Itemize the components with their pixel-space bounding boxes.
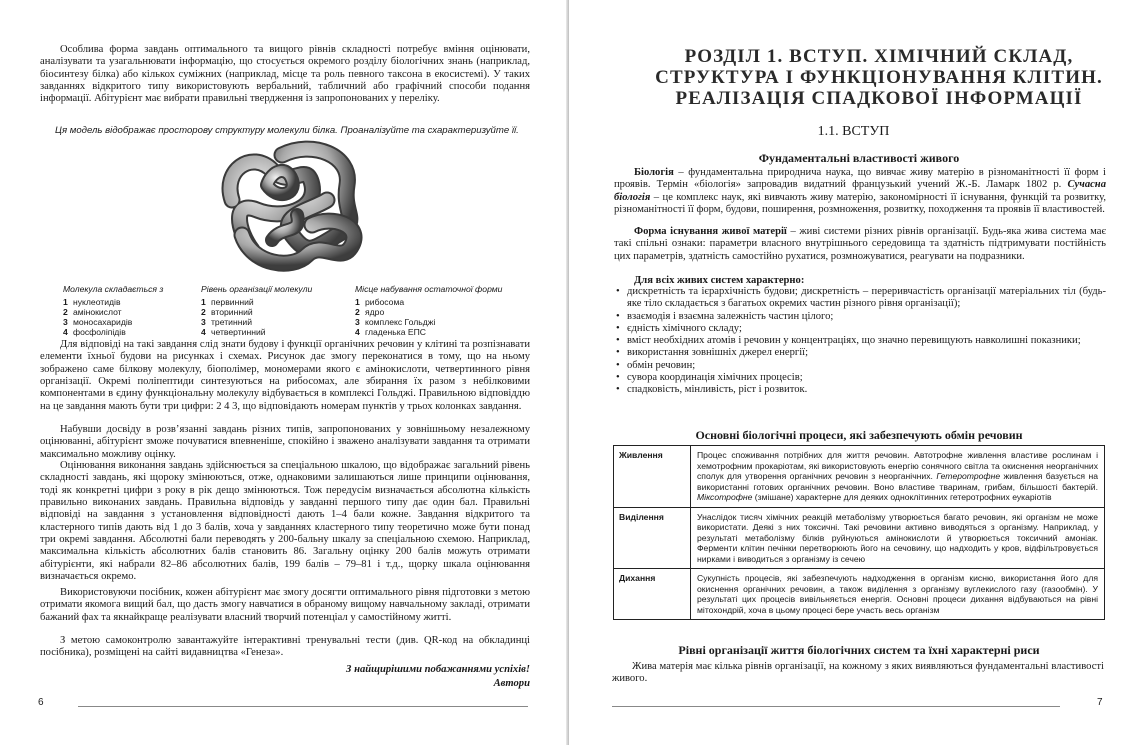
usage-paragraph: Використовуючи посібник, кожен абітурієнт має змогу досягти оптимального рівня підготовки з метою отримати якомога вищий бал, що дасть змогу навчатися в обраному вищому навчальному закладі, отримати бажаний фах та якнайкраще реалізувати власний творчий потенціал у самостійному житті. (40, 587, 530, 623)
heading-fundamental-properties: Фундаментальні властивості живого (758, 151, 960, 165)
self-control-paragraph: З метою самоконтролю завантажуйте інтерактивні тренувальні тести (див. QR-код на обкладинці посібника), розміщені на сайті видавництва «Генеза». (40, 635, 530, 659)
footer-rule (78, 706, 528, 707)
table-row (614, 507, 1105, 569)
legend-heading: Рівень організації молекули (201, 284, 313, 294)
list-item: • сувора координація хімічних процесів; (616, 372, 1106, 384)
metabolism-processes-table (613, 445, 1105, 620)
process-name: Дихання (614, 569, 691, 620)
legend-item: 4 фосфоліпідів (63, 327, 126, 337)
legend-item: 2 амінокислот (63, 307, 122, 317)
legend-item: 3 третинний (201, 317, 253, 327)
properties-bullet-list (616, 286, 1106, 397)
page-number-right: 7 (1097, 697, 1103, 708)
process-description: Процес споживання потрібних для життя речовин. Автотрофне живлення властиве рослинам і хемотрофним прокаріотам, які використовують енергію сонячного світла та окиснення неорганічних сполук для утворення органічних речовин з неорганічних. Гетеротрофне живлення базується на використанні готових органічних речовин. Воно властиве тваринам, грибам, більшості бактерій. Міксотрофне (змішане) характерне для деяких одноклітинних гетеротрофних еукаріотів (691, 446, 1105, 508)
all-systems-lead: Для всіх живих систем характерно: (634, 275, 805, 286)
process-name: Живлення (614, 446, 691, 508)
wish-line: З найщирішими побажаннями успіхів! (346, 664, 530, 675)
answer-explanation-paragraph: Для відповіді на такі завдання слід знати будову і функції органічних речовин у клітині та розпізнавати елементи їхньої будови на рисунках і схемах. Рисунок дає змогу переконатися в тому, що на ньому зображено саме білкову молекулу, біополімер, мономерами якого є амінокислоти, четвертинного рівня організації. Окремі поліпептиди синтезуються на рибосомах, але збирання їх разом з небілковими компонентами в єдину функціональну молекулу відбувається в комплексі Гольджі. Правильною відповіддю на це завдання мають бути три цифри: 2 4 3, що відповідають номерам пунктів у трьох колонках завдання. (40, 339, 530, 412)
list-item: • єдність хімічного складу; (616, 323, 1106, 335)
legend-item: 4 четвертинний (201, 327, 266, 337)
legend-column-level (201, 284, 351, 337)
legend-item: 4 гладенька ЕПС (355, 327, 426, 337)
footer-rule (612, 706, 1060, 707)
legend-column-place (355, 284, 525, 337)
legend-heading: Місце набування остаточної форми (355, 284, 503, 294)
legend-item: 1 нуклеотидів (63, 297, 121, 307)
legend-column-composition (63, 284, 203, 337)
list-item: • дискретність та ієрархічність будови; дискретність – переривчастість організації матеріальних тіл (будь-яке тіло складається з багатьох окремих частин різного рівня організації); (616, 286, 1106, 311)
experience-paragraph: Набувши досвіду в розв’язанні завдань різних типів, запропонованих у зовнішньому незалежному оцінюванні, абітурієнт зможе почуватися впевненіше, спокійно і зважено аналізувати завдання та отримати максимально можливу оцінку. (40, 424, 530, 460)
chapter-title: РОЗДІЛ 1. ВСТУП. ХІМІЧНИЙ СКЛАД, СТРУКТУРА І ФУНКЦІОНУВАННЯ КЛІТИН. РЕАЛІЗАЦІЯ СПАДКОВОЇ ІНФОРМАЦІЇ (655, 46, 1103, 109)
legend-item: 1 рибосома (355, 297, 405, 307)
process-name: Виділення (614, 507, 691, 569)
term-biology: Біологія (634, 167, 674, 178)
list-item: • взаємодія і взаємна залежність частин цілого; (616, 311, 1106, 323)
process-description: Унаслідок тисяч хімічних реакцій метаболізму утворюється багато речовин, які організм не може використати. Деякі з них токсичні. Такі речовини активно виводяться з організму. Наприклад, у результаті метаболізму білків руйнуються амінокислоти й утворюється токсичний амоніак. Ферменти клітин печінки перетворюють його на сечовину, що надходить у кров, відфільтровується нирками і виводиться з організму із сечею (691, 507, 1105, 569)
legend-item: 1 первинний (201, 297, 254, 307)
scoring-paragraph: Оцінювання виконання завдань здійснюється за спеціальною шкалою, що відображає загальний рівень складності завдань, які щороку змінюються, отже, однаковими залишаються лише принципи оцінювання, тоді як конкретні цифри з року в рік дещо змінюються. Тож передусім визначається абсолютна кількість правильно виконаних завдань. Правильна відповідь у завданні першого типу дає один бал. Правильні відповіді на завдання з установлення відповідності дають 1–4 бали кожне. Завдання відкритого та кластерного типів дають від 1 до 3 балів, хоча у завданнях кластерного типу теоретично може бути понад три окремі завдання. Абсолютні бали переводять у 200-бальну шкалу за спеціальною схемою. Наприклад, максимальна кількість абсолютних балів становить 86. Загальну оцінку 200 балів можуть отримати абітурієнти, які набрали 82–86 абсолютних балів, 199 балів – 79–81 і т.д., щорку шкала оцінювання визначається окремо. (40, 460, 530, 583)
list-item: • обмін речовин; (616, 360, 1106, 372)
list-item: • спадковість, мінливість, ріст і розвиток. (616, 384, 1106, 396)
list-item: • вміст необхідних атомів і речовин у концентраціях, що значно перевищують навколишні показники; (616, 335, 1106, 347)
term-modern-biology: Сучасна біологія (614, 179, 1106, 203)
legend-item: 3 моносахаридів (63, 317, 133, 327)
intro-paragraph: Особлива форма завдань оптимального та вищого рівнів складності потребує вміння оцінювати, аналізувати та узагальнювати інформацію, що стосується окремого розділу біологічних знань (наприклад, біосинтезу білка) або кількох суміжних (наприклад, місце та роль певного таксона в екосистемі). У таких завданнях відкритого типу використовують вербальний, табличний або графічний способи подання інформації. Абітурієнт має вибрати правильні твердження із запропонованих у переліку. (40, 44, 530, 105)
heading-metabolism-processes: Основні біологічні процеси, які забезпечують обмін речовин (695, 428, 1023, 442)
process-description: Сукупність процесів, які забезпечують надходження в організм кисню, використання його для окиснення органічних речовин, а також виділення з організму вуглекислого газу (газообмін). У результаті цих процесів вивільняється енергія. Основні процеси дихання відбуваються на рівні мітохондрій, хоча в цьому процесі бере участь весь організм (691, 569, 1105, 620)
legend-item: 3 комплекс Гольджі (355, 317, 436, 327)
forms-paragraph: Форма існування живої матерії – живі системи різних рівнів організації. Будь-яка жива система має такі спільні ознаки: параметри власного внутрішнього середовища та здатність підтримувати постійність цих параметрів, здатність самостійно рухатися, розмножуватися, реагувати на подразники. (614, 226, 1106, 262)
authors-signature: Автори (493, 678, 530, 689)
legend-heading: Молекула складається з (63, 284, 164, 294)
page-number-left: 6 (38, 697, 44, 708)
legend-item: 2 вторинний (201, 307, 253, 317)
protein-model-illustration (212, 140, 372, 276)
heading-organization-levels: Рівні організації життя біологічних систем та їхні характерні риси (678, 643, 1040, 657)
term-forms-of-life: Форма існування живої матерії (634, 226, 787, 237)
table-row (614, 446, 1105, 508)
table-row (614, 569, 1105, 620)
legend-item: 2 ядро (355, 307, 385, 317)
biology-definition-paragraph: Біологія – фундаментальна природнича наука, що вивчає живу матерію в різноманітності її форм і проявів. Термін «біологія» запровадив видатний французький учений Ж.-Б. Ламарк 1802 р. Сучасна біологія – це комплекс наук, які вивчають живу матерію, закономірності її існування, функцій та розвитку, різноманітності її форм, будови, поширення, розмноження, розвитку, походження та проявів її властивостей. (614, 167, 1106, 216)
figure-caption: Ця модель відображає просторову структуру молекули білка. Проаналізуйте та схарактеризуйте її. (55, 125, 519, 136)
list-item: • використання зовнішніх джерел енергії; (616, 347, 1106, 359)
section-title: 1.1. ВСТУП (817, 124, 890, 139)
organization-levels-paragraph: Жива матерія має кілька рівнів організації, на кожному з яких виявляються фундаментальні властивості живого. (612, 661, 1104, 685)
